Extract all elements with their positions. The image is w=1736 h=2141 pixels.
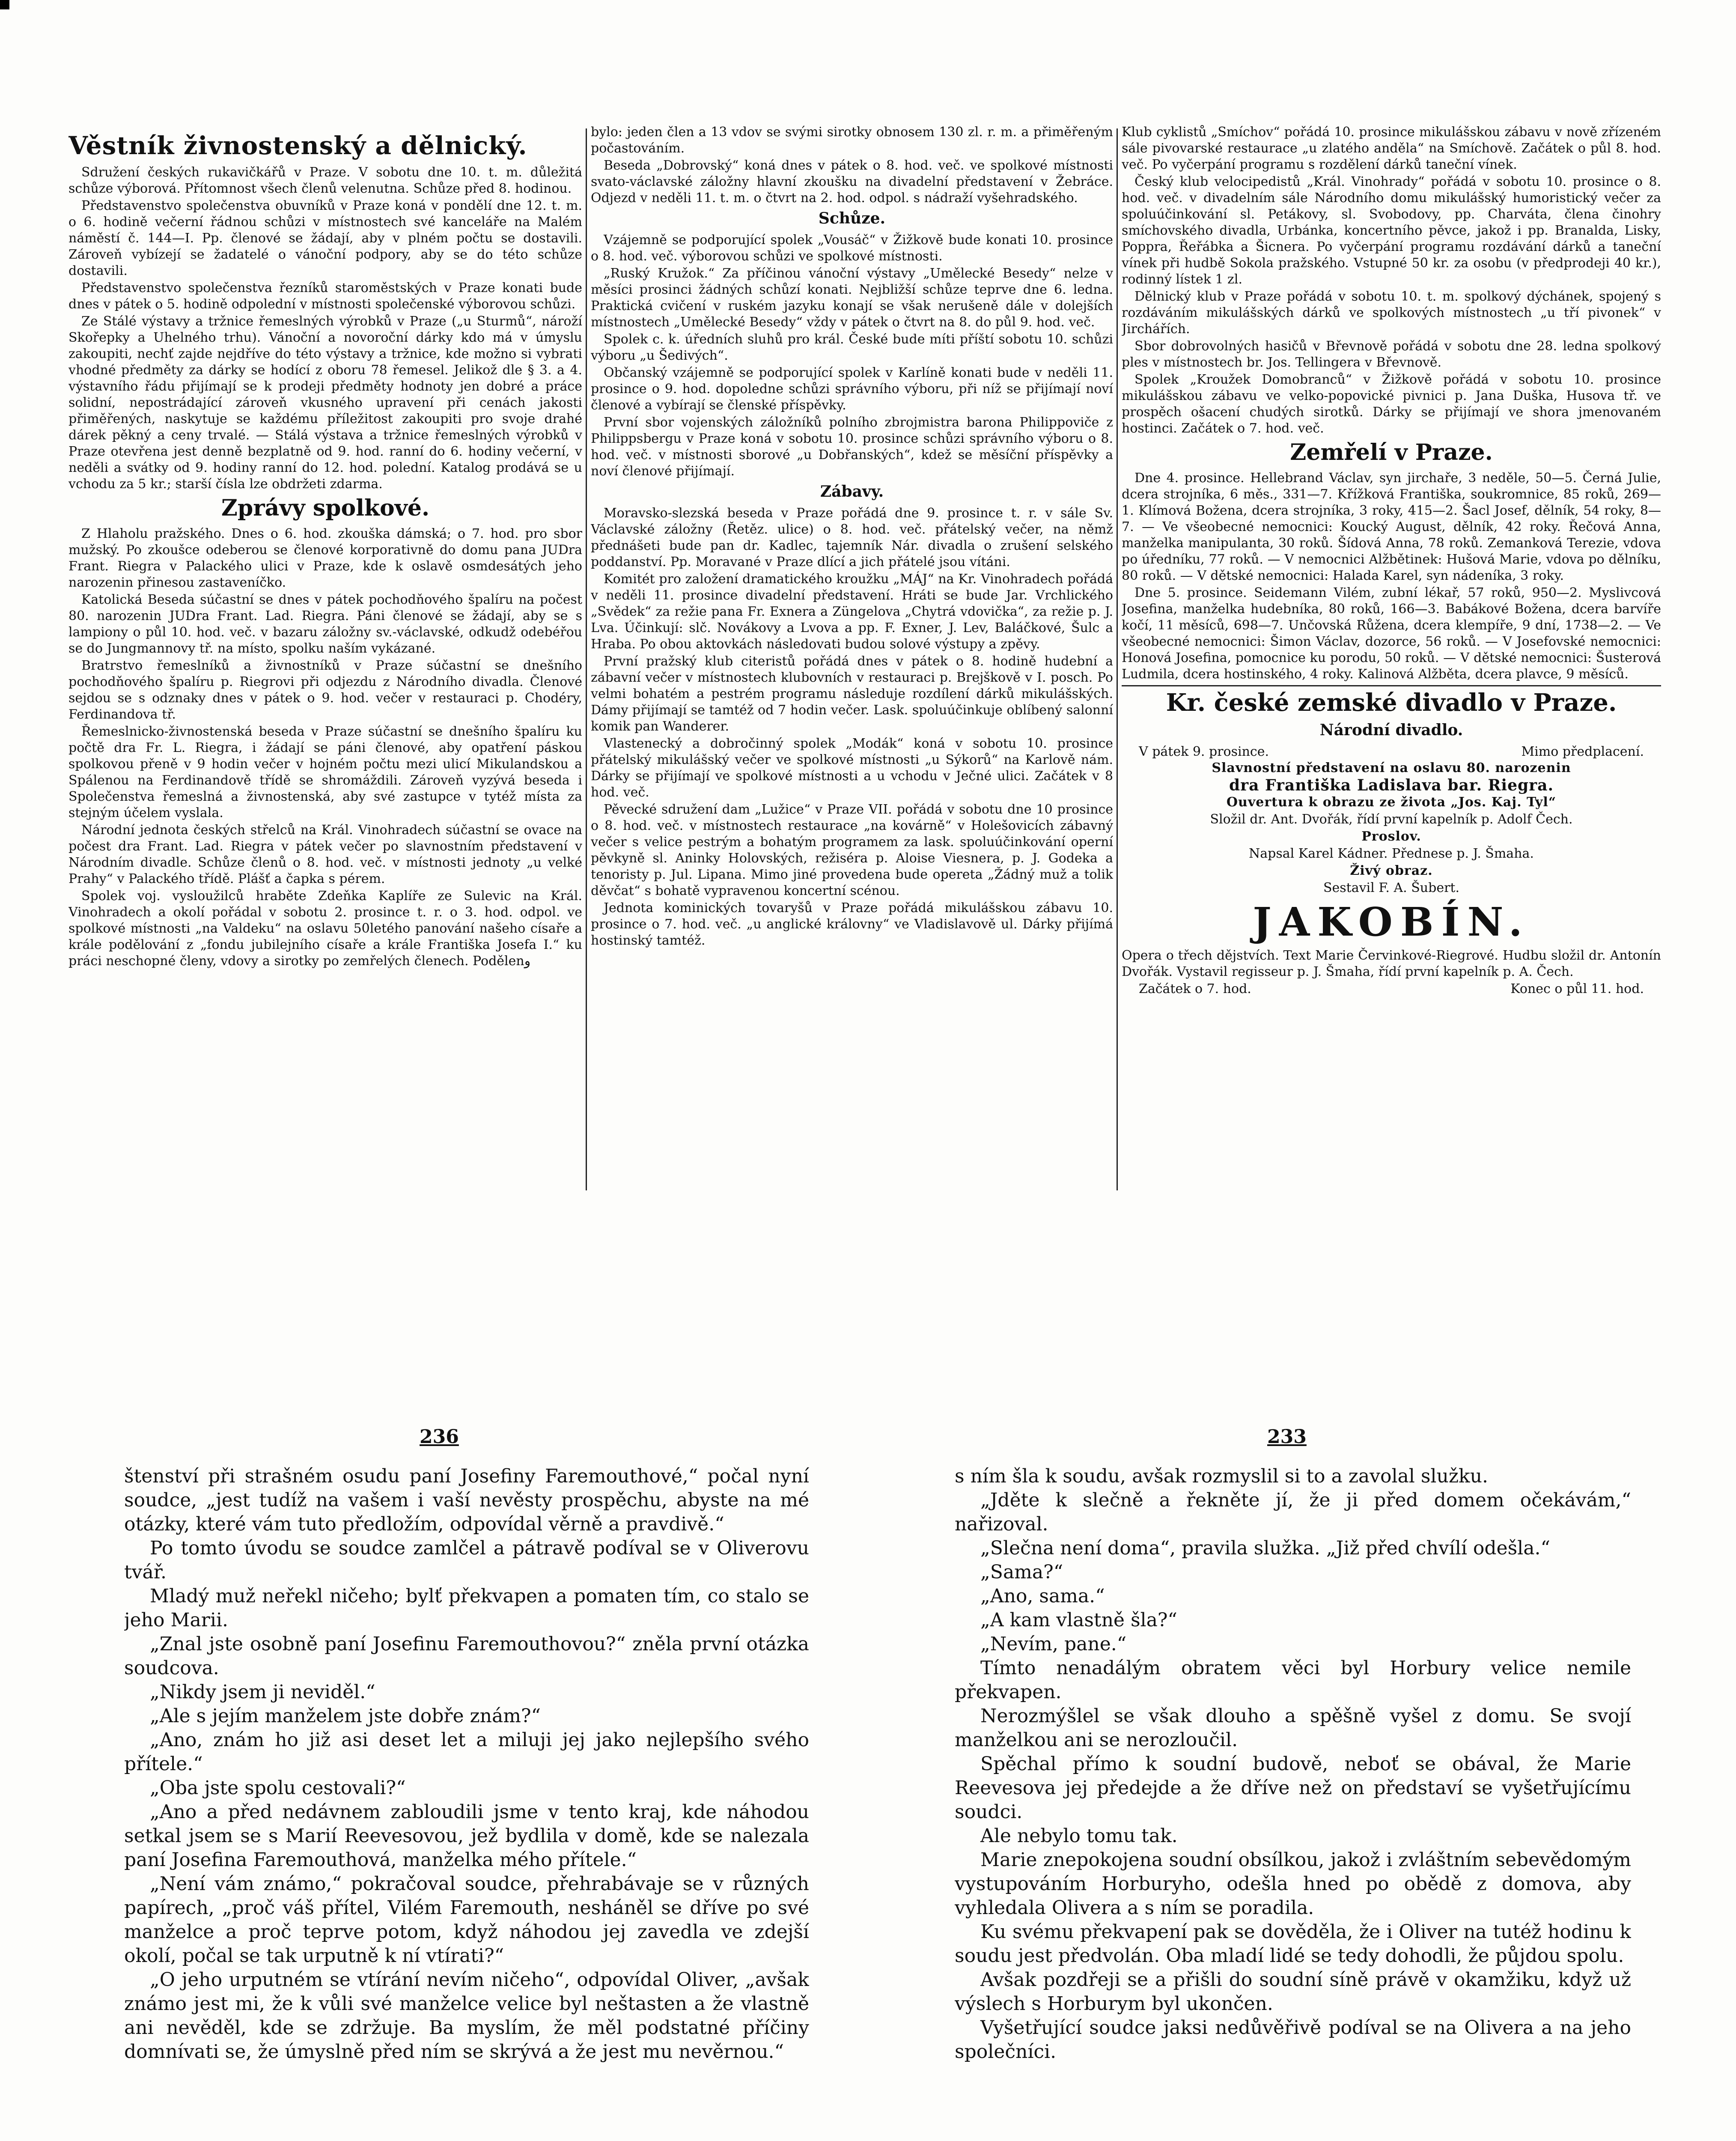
section-title-clubs: Zprávy spolkové. [221, 495, 430, 521]
section-title-meetings: Schůze. [818, 209, 886, 227]
story-paragraph: Marie znepokojena soudní obsílkou, jakož i zvláštním sebevědomým vystupováním Horburyho, odešla hned po obědě z domova, aby vyhledala Olivera a s ním se poradila. [955, 1849, 1631, 1919]
notice: Spolek voj. vysloužilců hraběte Zdeňka Kaplíře ze Sulevic na Král. Vinohradech a okolí pořádal v sobotu 2. prosince t. r. o 3. hod. odpol. ve spolkové místnosti „na Valdeku“ na oslavu 50letého panování našeho císaře a krále podělování z „fondu jubilejního císaře a krále Františka Josefa I.“ ku práci neschopné členy, vdovy a sirotky po zemřelých členech. Podělenو [68, 889, 582, 969]
prolog-credits: Napsal Karel Kádner. Přednese p. J. Šmaha. [1249, 846, 1534, 861]
story-paragraph: Tímto nenadálým obratem věci byl Horbury velice nemile překvapen. [955, 1657, 1631, 1703]
notice: bylo: jeden člen a 13 vdov se svými sirotky obnosem 130 zl. r. m. a přiměřeným počastováním. [591, 125, 1113, 156]
theatre-title: Kr. české zemské divadlo v Praze. [1166, 689, 1617, 717]
story-paragraph: „Ano a před nedávnem zabloudili jsme v tento kraj, kde náhodou setkal jsem se s Marií Reevesovou, jež bydlila v domě, kde se nalezala paní Josefina Faremouthová, manželka mého přítele.“ [124, 1801, 809, 1871]
divider [1122, 685, 1661, 686]
story-paragraph: štenství při strašném osudu paní Josefiny Faremouthové,“ počal nyní soudce, „jest tudíž na vašem i vaší nevěsty prospěchu, abyste na mé otázky, které vám tuto předložím, odpovídal věrně a pravdivě.“ [124, 1465, 809, 1535]
notice: Katolická Beseda súčastní se dnes v pátek pochodňového špalíru na počest 80. narozenin JUDra Frant. Lad. Riegra. Páni členové se žádají, aby se s lampiony o půl 10. hod. več. v bazaru záložny sv.-václavské, odkudž odebéřou se do Jungmannovy tř. na místo, spolku naším vykázané. [68, 592, 582, 656]
story-paragraph: Po tomto úvodu se soudce zamlčel a pátravě podíval se v Oliverovu tvář. [124, 1537, 809, 1583]
story-paragraph: „Znal jste osobně paní Josefinu Faremouthovou?“ zněla první otázka soudcova. [124, 1633, 809, 1679]
programme-line [1122, 744, 1661, 760]
death-notice: Dne 4. prosince. Hellebrand Václav, syn jirchaře, 3 neděle, 50—5. Černá Julie, dcera strojníka, 6 měs., 331—7. Křížková Františka, soukromnice, 85 roků, 269—1. Klímová Božena, dcera strojníka, 3 roky, 415—2. Šacl Josef, dělník, 54 roky, 8—7. — Ve všeobecné nemocnici: Koucký August, dělník, 42 roky. Řečová Anna, manželka manipulanta, 30 roků. Šídová Anna, 78 roků. Zemanková Terezie, vdova po úředníku, 77 roků. — V nemocnici Alžbětinek: Hušová Marie, vdova po dělníku, 80 roků. — V dětské nemocnici: Halada Karel, syn nádeníka, 3 roky. [1122, 471, 1661, 583]
start-time: Začátek o 7. hod. [1139, 981, 1251, 996]
notice: Český klub velocipedistů „Král. Vinohrady“ pořádá v sobotu 10. prosince o 8. hod. več. v divadelním sále Národního domu mikulášský humoristický večer za spoluúčinkování sl. Petákovy, sl. Svobodovy, pp. Charváta, člena činohry smíchovského divadla, Urbánka, koncertního pěvce, jakož i pp. Branalda, Lisky, Poppra, Řeřábka a Šicnera. Po vyčerpání programu rozdávání dárků a taneční vínek při hudbě Sokola pražského. Vstupné 50 kr. za osobu (v předprodeji 40 kr.), rodinný lístek 1 zl. [1122, 174, 1661, 287]
notice: Moravsko-slezská beseda v Praze pořádá dne 9. prosince t. r. v sále Sv. Václavské záložny (Řetěz. ulice) o 8. hod. več. přátelský večer, na němž přednášeti bude pan dr. Kadlec, tajemník Nár. divadla o zrušení selského poddanství. Pp. Moravané v Praze dlící a jich přátelé jsou vítáni. [591, 506, 1113, 570]
programme-date: V pátek 9. prosince. [1139, 744, 1269, 759]
story-paragraph: „Nevím, pane.“ [980, 1633, 1127, 1655]
notice: Sdružení českých rukavičkářů v Praze. V sobotu dne 10. t. m. důležitá schůze výborová. Přítomnost všech členů velenutna. Schůze před 8. hodinou. [68, 165, 582, 196]
column-divider [1117, 128, 1118, 1190]
page-number-right: 233 [1267, 1426, 1307, 1448]
notice: První pražský klub citeristů pořádá dnes v pátek o 8. hodině hudební a zábavní večer v místnostech klubovních v restauraci p. Brejškově v I. posch. Po velmi bohatém a pestrém programu následuje rozdílení dárků mikulášských. Dámy přijímají se tamtéž od 7 hodin večer. Lask. spoluúčinkuje oblíbený salonní komik pan Wanderer. [591, 654, 1113, 734]
story-paragraph: Ku svému překvapení pak se dověděla, že i Oliver na tutéž hodinu k soudu jest předvolán. Oba mladí lidé se tedy dohodli, že půjdou spolu. [955, 1921, 1631, 1967]
story-paragraph: Ale nebylo tomu tak. [980, 1825, 1178, 1847]
overture-credits: Složil dr. Ant. Dvořák, řídí první kapelník p. Adolf Čech. [1210, 812, 1573, 827]
column-3 [1122, 124, 1661, 1195]
death-notice: Dne 5. prosince. Seidemann Vilém, zubní lékař, 57 roků, 950—2. Myslivcová Josefina, manželka hudebníka, 80 roků, 166—3. Babákové Božena, dcera barvíře kočí, 11 měsíců, 698—7. Unčovská Růžena, dcera klempíře, 9 dní, 1738—2. — Ve všeobecné nemocnici: Šimon Václav, dozorce, 56 roků. — V Josefovské nemocnici: Honová Josefina, pomocnice ku porodu, 50 roků. — V dětské nemocnici: Šusterová Ludmila, dcera hostinského, 4 roky. Kalinová Alžběta, dcera plavce, 9 měsíců. [1122, 585, 1661, 682]
story-paragraph: „Ano, znám ho již asi deset let a miluji jej jako nejlepšího svého přítele.“ [124, 1729, 809, 1775]
notice: Představenstvo společenstva obuvníků v Praze koná v pondělí dne 12. t. m. o 6. hodině večerní řádnou schůzi v místnostech své kanceláře na Malém náměstí č. 144—I. Pp. členové se žádají, aby v plném počtu se dostavili. Zároveň vybízejí se žadatelé o vánoční podpory, aby se do této schůze dostavili. [68, 198, 582, 278]
column-1 [68, 128, 582, 1199]
notice: Sbor dobrovolných hasičů v Břevnově pořádá v sobotu dne 28. ledna spolkový ples v místnostech br. Jos. Tellingera v Břevnově. [1122, 339, 1661, 370]
story-paragraph: Spěchal přímo k soudní budově, neboť se obával, že Marie Reevesova jej předejde a že dříve než on představí se vyšetřujícímu soudci. [955, 1753, 1631, 1823]
story-paragraph: „O jeho urputném se vtírání nevím ničeho“, odpovídal Oliver, „avšak známo jest mi, že k vůli své manželce velice byl neštasten a že vlastně ani nevěděl, kde se zdržuje. Ba myslím, že měl podstatné příčiny domnívati se, že úmyslně před ním se skrývá a že jest mu nevěrnou.“ [124, 1969, 809, 2063]
story-left-column [124, 1464, 809, 2141]
programme-subscription: Mimo předplacení. [1521, 744, 1644, 759]
notice: Z Hlaholu pražského. Dnes o 6. hod. zkouška dámská; o 7. hod. pro sbor mužský. Po zkoušce odeberou se členové korporativně do domu pana JUDra Frant. Riegra v Palackého ulici v Praze, kde k oslavě osmdesátých jeho narozenin přinesou zastaveníčko. [68, 526, 582, 590]
programme-special-name: dra Františka Ladislava bar. Riegra. [1229, 776, 1554, 794]
column-divider [586, 128, 587, 1190]
notice: Národní jednota českých střelců na Král. Vinohradech súčastní se ovace na počest dra Frant. Lad. Riegra v pátek večer po slavnostním představení v Národním divadle. Schůze členů o 8. hod. več. v místnosti jednoty „u velké Prahy“ v Palackého třídě. Plášť a čapka s pérem. [68, 823, 582, 886]
notice: Pěvecké sdružení dam „Lužice“ v Praze VII. pořádá v sobotu dne 10 prosince o 8. hod. več. v místnostech restaurace „na kovárně“ v Holešovicích zábavný večer s velice pestrým a bohatým programem za lask. spoluúčinkování operní pěvkyně sl. Aninky Holovských, režiséra p. Aloise Viesnera, p. J. Godeka a tenoristy p. Jul. Lipana. Mimo jiné provedena bude opereta „Žádný muž a tolik děvčat“ s bohatě vypravenou koncertní scénou. [591, 802, 1113, 898]
notice: První sbor vojenských záložníků polního zbrojmistra barona Philippoviče z Philippsbergu v Praze koná v sobotu 10. prosince schůzi správního výboru o 8. hod. več. v místnosti sborové „u Dobřanských“, kdež se měsíční příspěvky a noví členové přijímají. [591, 415, 1113, 479]
notice: Ze Stálé výstavy a tržnice řemeslných výrobků v Praze („u Sturmů“, nároží Skořepky a Uhelného trhu). Vánoční a novoroční dárky kdo má v úmyslu zakoupiti, nechť zajde nejdříve do této výstavy a tržnice, kde možno si vybrati vhodné předměty za dárky se hodící z oboru 78 řemesel. Jelikož dle § 3. a 4. výstavního řádu přijímají se k prodeji předměty hodnoty jen dobré a práce solidní, nepostrádající zároveň vkusného upravení při cenách jakosti přiměřených, naskytuje se každému příležitost zakoupiti pro svoje drahé dárek pěkný a ceny trvalé. — Stálá výstava a tržnice řemeslných výrobků v Praze otevřena jest denně bezplatně od 9. hod. ranní do 6. hodiny večerní, v neděli a svátky od 9. hodiny ranní do 12. hod. polední. Katalog prodává se u vchodu za 5 kr.; starší čísla lze obdržeti zdarma. [68, 314, 582, 492]
programme-special: Slavnostní představení na oslavu 80. narozenin [1212, 760, 1571, 775]
end-time: Konec o půl 11. hod. [1510, 981, 1644, 996]
story-paragraph: Nerozmýšlel se však dlouho a spěšně vyšel z domu. Se svojí manželkou ani se nerozloučil. [955, 1705, 1631, 1751]
notice: Občanský vzájemně se podporující spolek v Karlíně konati bude v neděli 11. prosince o 9. hod. dopoledne schůzi správního výboru, při níž se přijímají noví členové a vybírají se členské příspěvky. [591, 365, 1113, 413]
story-right-column [955, 1464, 1631, 2141]
story-paragraph: Mladý muž neřekl ničeho; bylť překvapen a pomaten tím, co stalo se jeho Marii. [124, 1585, 809, 1631]
programme-times [1122, 981, 1661, 997]
notice: Jednota kominických tovaryšů v Praze pořádá mikulášskou zábavu 10. prosince o 7. hod. več. „u anglické královny“ ve Vladislavově ul. Dárky přijímá hostinský tamtéž. [591, 901, 1113, 948]
story-paragraph: „Sama?“ [980, 1561, 1063, 1583]
story-paragraph: „Slečna není doma“, pravila služka. „Již před chvílí odešla.“ [980, 1537, 1550, 1559]
story-paragraph: „Nikdy jsem ji neviděl.“ [150, 1681, 375, 1703]
story-paragraph: „A kam vlastně šla?“ [980, 1609, 1177, 1631]
story-paragraph: s ním šla k soudu, avšak rozmyslil si to a zavolal služku. [955, 1465, 1489, 1487]
story-paragraph: „Jděte k slečně a řekněte jí, že ji před domem očekávám,“ nařizoval. [955, 1489, 1631, 1535]
notice: Bratrstvo řemeslníků a živnostníků v Praze súčastní se dnešního pochodňového špalíru p. Riegrovi při odjezdu z Národního divadla. Členové sejdou se s odznaky dnes v pátek o 9. hod. večer v restauraci p. Chodéry, Ferdinandova tř. [68, 658, 582, 722]
section-title-entertainment: Zábavy. [820, 483, 884, 501]
story-paragraph: Avšak pozdřeji se a přišli do soudní síně právě v okamžiku, když už výslech s Horburym byl ukončen. [955, 1969, 1631, 2015]
story-paragraph: „Ano, sama.“ [980, 1585, 1105, 1607]
section-title-deaths: Zemřelí v Praze. [1290, 439, 1493, 465]
picture-title: Živý obraz. [1350, 863, 1433, 878]
story-paragraph: Vyšetřující soudce jaksi nedůvěřivě podíval se na Olivera a na jeho společníci. [955, 2017, 1631, 2063]
picture-credits: Sestavil F. A. Šubert. [1323, 880, 1460, 895]
notice: Představenstvo společenstva řezníků staroměstských v Praze konati bude dnes v pátek o 5. hodině odpolední v místnosti společenské výborovou schůzi. [68, 280, 582, 312]
section-title-trade: Věstník živnostenský a dělnický. [68, 131, 527, 160]
theatre-subtitle: Národní divadlo. [1319, 721, 1463, 739]
opera-description: Opera o třech dějstvích. Text Marie Červinkové-Riegrové. Hudbu složil dr. Antonín Dvořák. Vystavil regisseur p. J. Šmaha, řídí první kapelník p. A. Čech. [1122, 948, 1661, 979]
notice: Spolek c. k. úředních sluhů pro král. České bude míti příští sobotu 10. schůzi výboru „u Šedivých“. [591, 332, 1113, 363]
notice: „Ruský Kružok.“ Za příčinou vánoční výstavy „Umělecké Besedy“ nelze v měsíci prosinci žádných schůzí konati. Nejbližší schůze teprve dne 6. ledna. Praktická cvičení v ruském jazyku konají se však nerušeně dále v dolejších místnostech „Umělecké Besedy“ vždy v pátek o čtvrt na 8. do půl 9. hod. več. [591, 266, 1113, 330]
notice: Spolek „Kroužek Domobranců“ v Žižkově pořádá v sobotu 10. prosince mikulášskou zábavu ve velko-popovické pivnici p. Jana Duška, Husova tř. ve prospěch ošacení chudých sirotků. Dárky se přijímají ve shora jmenovaném hostinci. Začátek o 7. hod. več. [1122, 372, 1661, 436]
page-number-left: 236 [420, 1426, 459, 1448]
notice: Klub cyklistů „Smíchov“ pořádá 10. prosince mikulášskou zábavu v nově zřízeném sále pivovarské restaurace „u zlatého anděla“ na Smíchově. Začátek o půl 8. hod. več. Po vyčerpání programu s rozdělení dárků taneční vínek. [1122, 125, 1661, 172]
notice: Dělnický klub v Praze pořádá v sobotu 10. t. m. spolkový dýchánek, spojený s rozdáváním mikulášských dárků ve spolkových místnostech „u tří pivonek“ v Jirchářích. [1122, 289, 1661, 337]
notice: Vlastenecký a dobročinný spolek „Modák“ koná v sobotu 10. prosince přátelský mikulášský večer ve spolkové místnosti „u Sýkorů“ na Karlově nám. Dárky se přijímají ve spolkové místnosti a u vchodu v Ječné ulici. Začátek v 8 hod. več. [591, 736, 1113, 800]
notice: Vzájemně se podporující spolek „Vousáč“ v Žižkově bude konati 10. prosince o 8. hod. več. výborovou schůzi ve spolkové místnosti. [591, 233, 1113, 264]
story-paragraph: „Oba jste spolu cestovali?“ [150, 1777, 406, 1799]
opera-title: JAKOBÍN. [1253, 899, 1530, 945]
notice: Komitét pro založení dramatického kroužku „MÁJ“ na Kr. Vinohradech pořádá v neděli 11. prosince divadelní představení. Hráti se bude Jar. Vrchlického „Svědek“ za režie pana Fr. Exnera a Züngelova „Chytrá vdovička“, za režie p. J. Lva. Účinkují: slč. Novákovy a Lvova a pp. F. Exner, J. Lev, Baláčkové, Šulc a Hraba. Po obou aktovkách následovati budou solové výstupy a zpěvy. [591, 572, 1113, 652]
story-paragraph: „Ale s jejím manželem jste dobře znám?“ [150, 1705, 541, 1727]
prolog-title: Proslov. [1361, 829, 1421, 844]
notice: Řemeslnicko-živnostenská beseda v Praze súčastní se dnešního špalíru ku počtě dra Fr. L. Riegra, i žádají se páni členové, aby opatření páskou spolkovou přeně v 9 hodin večer v hojném počtu mezi ulicí Mikulandskou a Spálenou na Ferdinandově třídě se shromáždili. Zároveň vyzývá beseda i Společenstva řemeslná a živnostenská, aby své zastupce v tytéž místa za stejným účelem vyslala. [68, 724, 582, 820]
column-2 [591, 124, 1113, 1195]
corner-mark [0, 0, 9, 9]
overture-title: Ouvertura k obrazu ze života „Jos. Kaj. Tyl“ [1226, 795, 1557, 810]
story-paragraph: „Není vám známo,“ pokračoval soudce, přehrabávaje se v různých papírech, „proč váš přítel, Vilém Faremouth, nesháněl se dříve po své manželce a proč teprve potom, když náhodou jej zavedla ve zdejší okolí, počal se tak urputně k ní vtírati?“ [124, 1873, 809, 1967]
notice: Beseda „Dobrovský“ koná dnes v pátek o 8. hod. več. ve spolkové místnosti svato-václavské záložny hlavní zkoušku na divadelní představení v Žebráce. Odjezd v neděli 11. t. m. o čtvrt na 2. hod. odpol. s nádraží vyšehradského. [591, 158, 1113, 206]
